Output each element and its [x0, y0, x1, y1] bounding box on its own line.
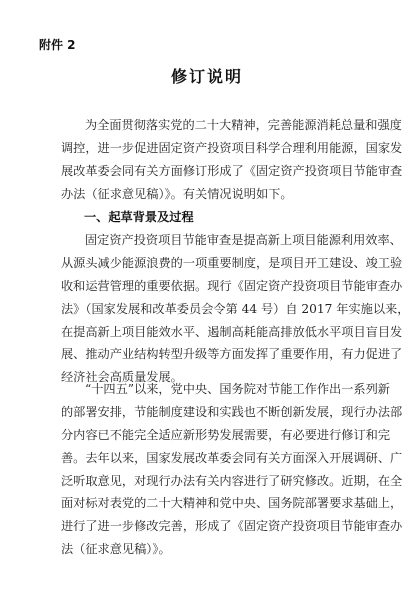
paragraph-line: 法》（国家发展和改革委员会令第 44 号）自 2017 年实施以来，: [61, 301, 410, 316]
paragraph-line: 收和运营管理的重要依据。现行《固定资产投资项目节能审查办: [61, 278, 403, 293]
paragraph-line: 面对标对表党的二十大精神和党中央、国务院部署要求基础上，: [61, 496, 403, 511]
paragraph-line: 从源头减少能源浪费的一项重要制度，是项目开工建设、竣工验: [61, 255, 403, 270]
paragraph-line: 固定资产投资项目节能审查是提高新上项目能源利用效率、: [85, 233, 402, 247]
document-title: 修订说明: [170, 67, 243, 86]
attachment-label: 附件 2: [39, 38, 76, 52]
background-paragraph-2: [61, 378, 403, 561]
intro-line: 办法（征求意见稿）》。有关情况说明如下。: [61, 186, 293, 201]
section-heading-background: 一、起草背景及过程: [84, 210, 194, 224]
paragraph-line: 的部署安排，节能制度建设和实践也不断创新发展，现行办法部: [61, 404, 403, 419]
paragraph-line: 经济社会高质量发展。: [61, 370, 183, 385]
intro-paragraph: [61, 114, 403, 206]
intro-line: 展改革委会同有关方面修订形成了《固定资产投资项目节能审查: [61, 163, 403, 178]
paragraph-line: 进行了进一步修改完善，形成了《固定资产投资项目节能审查办: [61, 519, 403, 534]
paragraph-line: “十四五”以来，党中央、国务院对节能工作作出一系列新: [85, 382, 390, 396]
paragraph-line: 泛听取意见，对现行办法有关内容进行了研究修改。近期，在全: [61, 473, 403, 488]
paragraph-line: 在提高新上项目能效水平、遏制高耗能高排放低水平项目盲目发: [61, 324, 403, 339]
intro-line: 为全面贯彻落实党的二十大精神，完善能源消耗总量和强度: [85, 118, 402, 132]
paragraph-line: 展、推动产业结构转型升级等方面发挥了重要作用，有力促进了: [61, 347, 403, 362]
paragraph-line: 善。去年以来，国家发展改革委会同有关方面深入开展调研、广: [61, 450, 403, 465]
paragraph-line: 分内容已不能完全适应新形势发展需要，有必要进行修订和完: [61, 427, 391, 442]
paragraph-line: 法（征求意见稿）》。: [61, 542, 171, 557]
intro-line: 调控，进一步促进固定资产投资项目科学合理利用能源，国家发: [61, 140, 403, 155]
